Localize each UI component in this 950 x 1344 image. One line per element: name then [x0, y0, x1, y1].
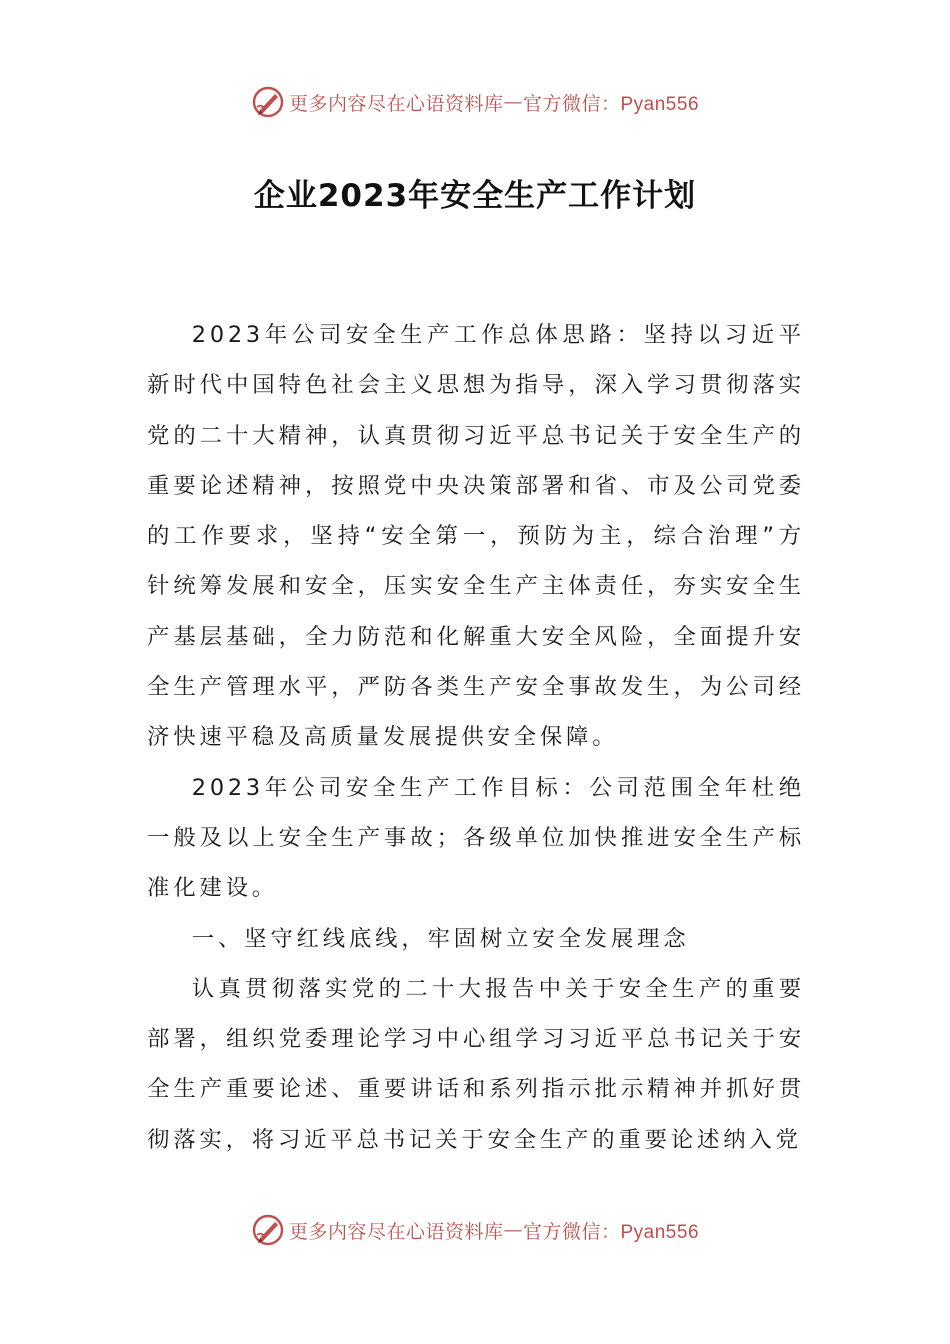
pen-logo-icon — [251, 85, 285, 119]
watermark-wechat: 官方微信：Pyan556 — [523, 93, 700, 115]
paragraph-section-1: 认真贯彻落实党的二十大报告中关于安全生产的重要部署，组织党委理论学习中心组学习习近平总书记关于安全生产重要论述、重要讲话和系列指示批示精神并抓好贯彻落实，将习近平总书记关于安全生产的重要论述纳入党 — [147, 975, 805, 1153]
watermark-text: 更多内容尽在心语资料库 — [288, 1220, 504, 1243]
watermark-separator: — — [503, 91, 523, 113]
paragraph-goals: 2023年公司安全生产工作目标：公司范围全年杜绝一般及以上安全生产事故；各级单位加快推进安全生产标准化建设。 — [147, 774, 805, 902]
watermark-footer — [0, 1210, 950, 1250]
watermark-separator: — — [503, 1219, 523, 1241]
document-body — [147, 310, 805, 1165]
document-title: 企业2023年安全生产工作计划 — [253, 178, 697, 214]
watermark-text: 更多内容尽在心语资料库 — [288, 92, 504, 115]
section-heading-1: 一、坚守红线底线，牢固树立安全发展理念 — [191, 925, 690, 952]
pen-logo-icon — [251, 1213, 285, 1247]
paragraph-overall-approach: 2023年公司安全生产工作总体思路：坚持以习近平新时代中国特色社会主义思想为指导，深入学习贯彻落实党的二十大精神，认真贯彻习近平总书记关于安全生产的重要论述精神，按照党中央决策部署和省、市及公司党委的工作要求，坚持“安全第一，预防为主，综合治理”方针统筹发展和安全，压实安全生产主体责任，夯实安全生产基层基础，全力防范和化解重大安全风险，全面提升安全生产管理水平，严防各类生产安全事故发生，为公司经济快速平稳及高质量发展提供安全保障。 — [147, 322, 805, 751]
watermark-wechat: 官方微信：Pyan556 — [523, 1221, 700, 1243]
watermark-header — [0, 82, 950, 122]
